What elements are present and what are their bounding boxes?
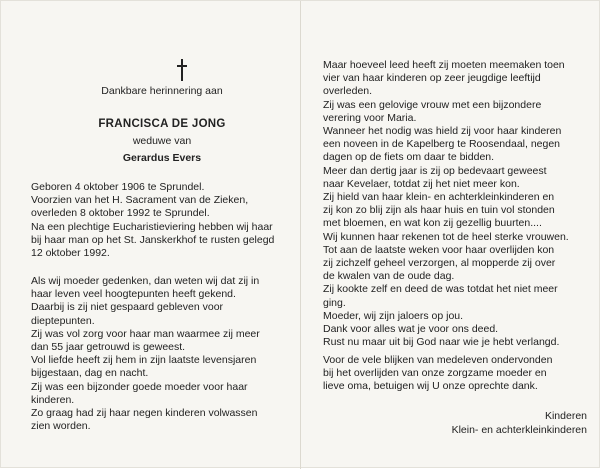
text-line: Meer dan dertig jaar is zij op bedevaart geweest [323,164,547,177]
fold-line [300,1,301,469]
text-line: bij het overlijden van onze zorgzame moeder en [323,367,547,380]
text-line: Zij kookte zelf en deed de was totdat het niet meer [323,283,558,296]
signature [452,409,587,437]
text-line: de kwalen van de oude dag. [323,270,455,283]
text-line: overleden. [323,85,373,98]
text-line: Zij was vol zorg voor haar man waarmee zij meer [31,327,260,340]
text-line: Wij kunnen haar rekenen tot de heel sterke vrouwen. [323,230,569,243]
text-line: een noveen in de Kapelberg te Roosendaal, negen [323,138,561,151]
text-line: ging. [323,296,346,309]
main-paragraph [323,59,569,349]
text-line: Geboren 4 oktober 1906 te Sprundel. [31,181,205,193]
text-line: zij zichzelf geheel verzorgen, al mopperde zij over [323,257,556,270]
text-line: Moeder, wij zijn jaloers op jou. [323,309,464,322]
cross-icon [177,59,187,81]
text-line: naar Kevelaer, totdat zij het niet meer kon. [323,177,520,190]
text-line: dagen op de fiets om daar te bidden. [323,151,495,164]
widow-of-label: weduwe van [132,135,192,147]
text-line: zien worden. [31,420,91,433]
memory-paragraph [31,275,260,433]
text-line: Na een plechtige Eucharistieviering hebben wij haar [31,220,273,233]
text-line: vier van haar kinderen op zeer jeugdige leeftijd [323,72,541,85]
header-intro: Dankbare herinnering aan [101,85,223,97]
deceased-name: FRANCISCA DE JONG [98,118,226,130]
text-line: Vol liefde heeft zij hem in zijn laatste levensjaren [31,354,257,367]
text-line: verering voor Maria. [323,111,417,124]
signature-line: Kinderen [544,410,587,422]
text-line: Daarbij is zij niet gespaard gebleven voor [31,301,224,314]
text-line: Zij was een gelovige vrouw met een bijzondere [323,98,542,111]
text-line: Voor de vele blijken van medeleven ondervonden [323,354,553,366]
text-line: Rust nu maar uit bij God naar wie je hebt verlangd. [323,336,560,349]
signature-line: Klein- en achterkleinkinderen [451,424,587,436]
text-line: Wanneer het nodig was hield zij voor haar kinderen [323,125,562,138]
text-line: dan 55 jaar getrouwd is geweest. [31,341,186,354]
text-line: Als wij moeder gedenken, dan weten wij dat zij in [31,275,260,287]
text-line: met bloemen, en wat kon zij gezellig buurten.... [323,217,542,230]
text-line: overleden 8 oktober 1992 te Sprundel. [31,207,210,220]
thanks-paragraph [323,354,552,394]
text-line: kinderen. [31,393,75,406]
text-line: bijgestaan, dag en nacht. [31,367,149,380]
text-line: Zo graag had zij haar negen kinderen volwassen [31,407,258,420]
text-line: Zij hield van haar klein- en achterkleinkinderen en [323,191,555,204]
text-line: Maar hoeveel leed heeft zij moeten meemaken toen [323,59,565,71]
text-line: Zij was een bijzonder goede moeder voor haar [31,380,248,393]
text-line: zij kon zo blij zijn als haar huis en tuin vol stonden [323,204,555,217]
text-line: lieve oma, betuigen wij U onze oprechte dank. [323,380,538,393]
text-line: haar leven veel hoogtepunten heeft gekend. [31,288,236,301]
text-line: 12 oktober 1992. [31,247,110,260]
text-line: Voorzien van het H. Sacrament van de Zieken, [31,194,249,207]
bio-paragraph [31,181,274,260]
text-line: dieptepunten. [31,314,95,327]
husband-name: Gerardus Evers [122,152,202,164]
text-line: Dank voor alles wat je voor ons deed. [323,323,499,336]
text-line: Tot aan de laatste weken voor haar overlijden kon [323,243,555,256]
text-line: bij haar man op het St. Janskerkhof te rusten gelegd [31,233,275,246]
